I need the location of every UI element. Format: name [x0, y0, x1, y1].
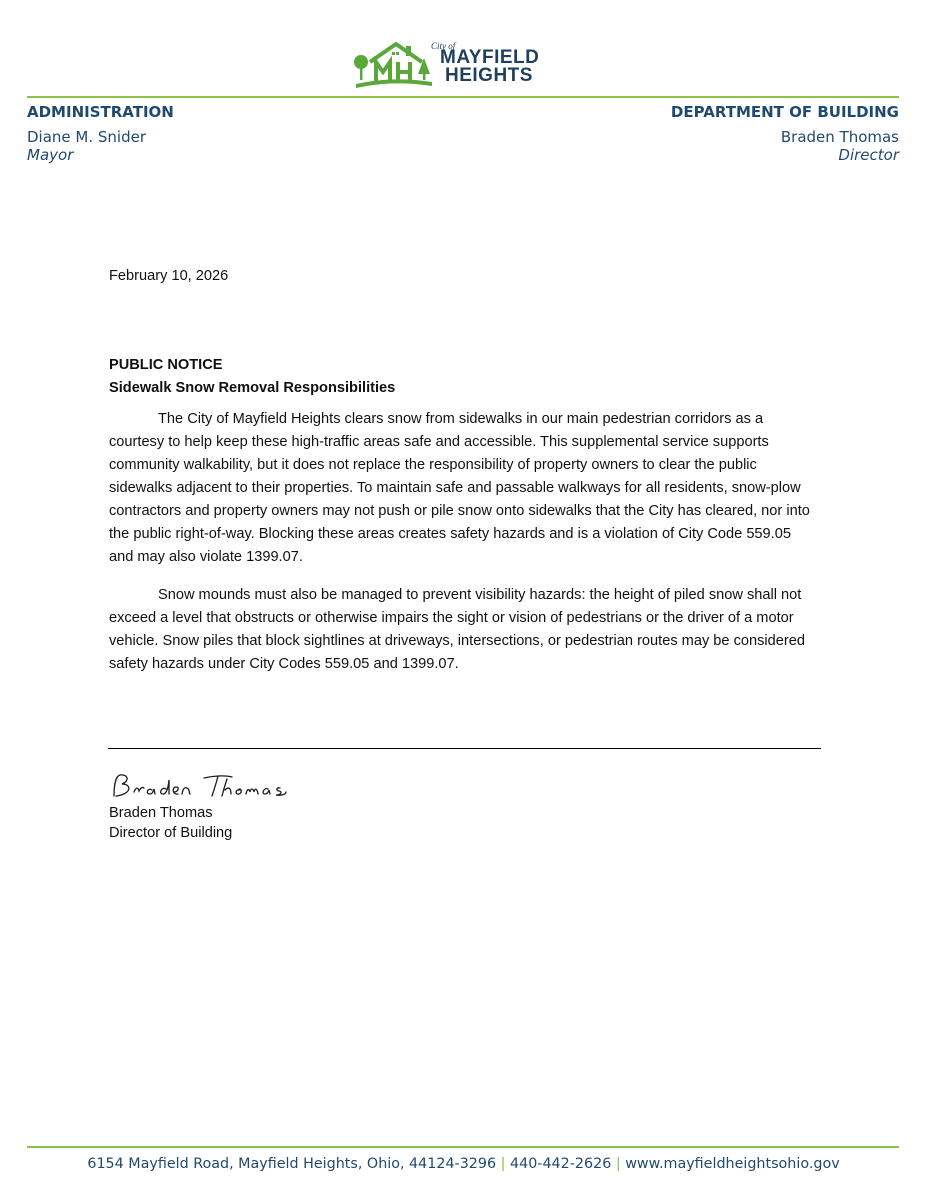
director-name: Braden Thomas: [780, 128, 899, 146]
signer-name: Braden Thomas: [109, 805, 213, 821]
city-logo: [352, 40, 552, 92]
footer-separator-1: |: [500, 1156, 506, 1172]
notice-heading: [109, 354, 819, 400]
footer-separator-2: |: [615, 1156, 621, 1172]
header-divider: [27, 96, 899, 98]
footer-divider: [27, 1146, 899, 1148]
department-title: DEPARTMENT OF BUILDING: [670, 103, 899, 121]
footer: [0, 1156, 927, 1172]
signature-divider: [108, 748, 821, 749]
signer-title: Director of Building: [109, 825, 233, 841]
footer-address: 6154 Mayfield Road, Mayfield Heights, Ohio, 44124-3296: [87, 1156, 497, 1172]
letter-date: February 10, 2026: [109, 268, 229, 284]
notice-label: PUBLIC NOTICE: [109, 357, 223, 373]
mayor-name: Diane M. Snider: [27, 128, 147, 146]
handwritten-signature: [108, 770, 288, 804]
mayor-role: Mayor: [27, 146, 74, 164]
administration-title: ADMINISTRATION: [27, 103, 174, 121]
notice-subject: Sidewalk Snow Removal Responsibilities: [109, 380, 396, 396]
logo-mayfield: MAYFIELD: [440, 47, 540, 68]
body-paragraph-1: The City of Mayfield Heights clears snow from sidewalks in our main pedestrian corridors as a courtesy to help keep these high-traffic areas safe and accessible. This supplemental service supports community walkability, but it does not replace the responsibility of property owners to clear the public sidewalks adjacent to their properties. To maintain safe and passable walkways for all residents, snow-plow contractors and property owners may not push or pile snow onto sidewalks that the City has cleared, nor into the public right-of-way. Blocking these areas creates safety hazards and is a violation of City Code 559.05 and may also violate 1399.07.: [109, 411, 810, 565]
house-tree-icon: [352, 40, 434, 90]
body-paragraph-2: Snow mounds must also be managed to prevent visibility hazards: the height of piled snow shall not exceed a level that obstructs or otherwise impairs the sight or vision of pedestrians or the driver of a motor vehicle. Snow piles that block sightlines at driveways, intersections, or pedestrian routes may be considered safety hazards under City Codes 559.05 and 1399.07.: [109, 587, 805, 672]
logo-city-of: City of: [431, 41, 456, 51]
director-role: Director: [838, 146, 899, 164]
footer-website[interactable]: www.mayfieldheightsohio.gov: [625, 1156, 840, 1172]
logo-heights: HEIGHTS: [445, 65, 533, 86]
footer-phone: 440-442-2626: [510, 1156, 612, 1172]
signature-block: [109, 803, 232, 843]
